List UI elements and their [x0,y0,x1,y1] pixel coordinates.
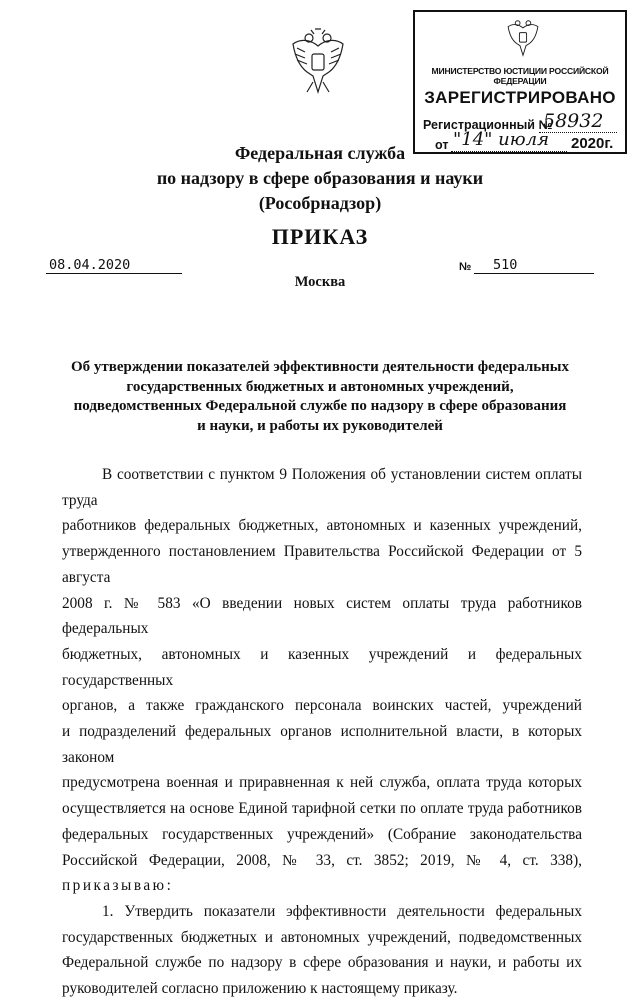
registration-stamp [413,10,627,154]
stamp-registered: ЗАРЕГИСТРИРОВАНО [424,88,616,107]
body-line: бюджетных, автономных и казенных учреждений и федеральных государственных [62,645,582,689]
body-line: и подразделений федеральных органов исполнительной власти, в которых законом [62,723,582,766]
body-line [62,848,582,899]
agency-name [0,141,640,216]
order-number-label: № [459,261,472,273]
body-line: работников федеральных бюджетных, автономных и казенных учреждений, [62,517,582,535]
body-line: В соответствии с пунктом 9 Положения об установлении систем оплаты труда [62,466,582,509]
body-line: утвержденного постановлением Правительства Российской Федерации от 5 августа [62,543,582,586]
body-line: руководителей согласно приложению к настоящему приказу. [62,980,458,998]
body-line: 1. Утвердить показатели эффективности деятельности федеральных [102,902,582,920]
agency-line: (Рособрнадзор) [258,193,382,213]
body-line: органов, а также гражданского персонала воинских частей, учреждений [62,697,582,715]
body-line: предусмотрена военная и приравненная к ней служба, оплата труда которых [62,774,582,792]
stamp-regnum-value: 58932 [543,110,604,132]
heading-line: и науки, и работы их руководителей [197,417,443,434]
paragraph-item-1 [62,899,582,1002]
order-date: 08.04.2020 [46,257,182,274]
paragraph-preamble [62,462,582,899]
heading-line: государственных бюджетных и автономных учреждений, [126,378,514,395]
stamp-ministry: МИНИСТЕРСТВО ЮСТИЦИИ РОССИЙСКОЙ ФЕДЕРАЦИИ [431,66,609,86]
body-line: 2008 г. № 583 «О введении новых систем оплаты труда работников федеральных [62,594,582,638]
coat-of-arms-icon [287,26,349,100]
body-line: Федеральной службе по надзору в сфере образования и науки, и работы их [62,954,582,972]
order-body [62,462,582,1002]
order-city: Москва [294,274,346,290]
body-line: осуществляется на основе Единой тарифной сетки по оплате труда работников [62,800,582,818]
heading-line: Об утверждении показателей эффективности деятельности федеральных [70,359,570,375]
order-title: ПРИКАЗ [271,224,369,249]
stamp-eagle-icon [503,16,543,60]
stamp-regnum-line [539,132,617,133]
agency-line: по надзору в сфере образования и науки [156,168,484,188]
order-heading [60,358,580,436]
order-command: приказываю: [62,877,174,895]
body-line-text: Российской Федерации, 2008, № 33, ст. 3852; 2019, № 4, ст. 338), [62,851,582,869]
body-line: федеральных государственных учреждений» (Собрание законодательства [62,825,582,843]
body-line: государственных бюджетных и автономных учреждений, подведомственных [62,928,582,946]
stamp-regnum-label: Регистрационный № [423,118,553,132]
stamp-date-value: "14" июля [453,129,550,150]
heading-line: подведомственных Федеральной службе по надзору в сфере образования [73,398,567,414]
stamp-from-label: от [435,138,449,152]
stamp-year: 2020г. [571,135,614,152]
agency-line: Федеральная служба [234,143,406,163]
order-number: 510 [474,257,594,274]
